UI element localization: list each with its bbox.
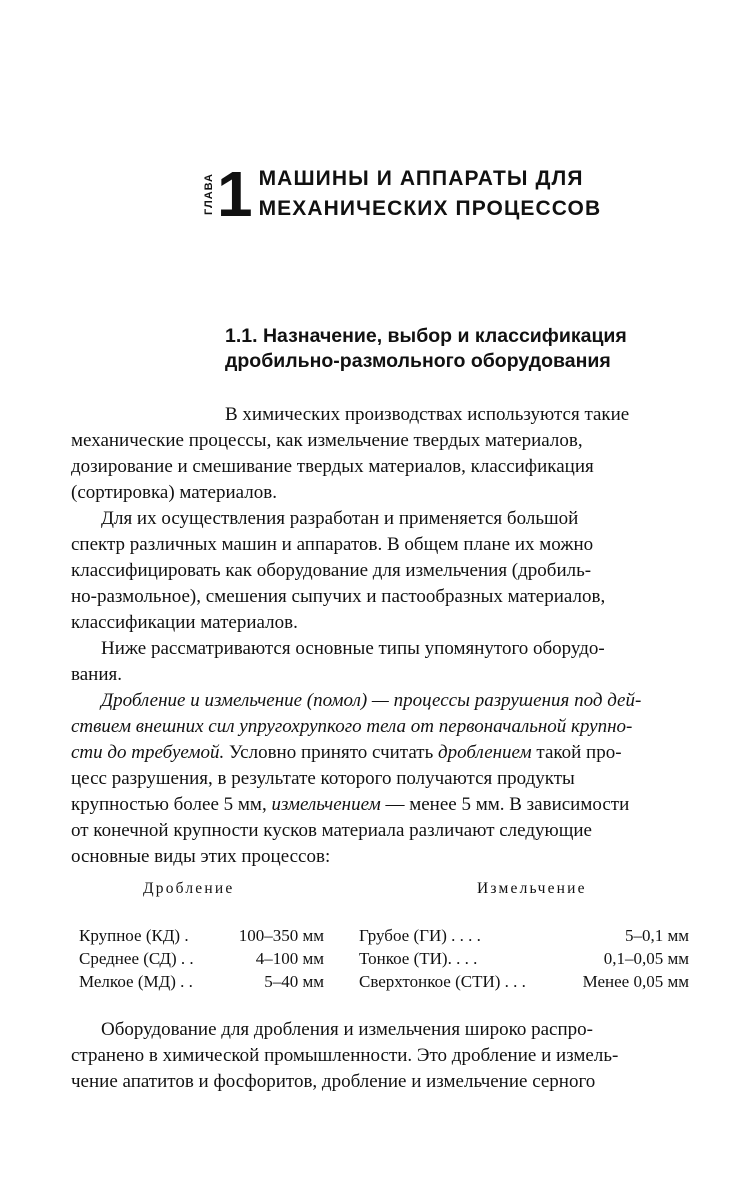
row-value: 100–350 мм	[238, 926, 324, 945]
text-line: вания.	[71, 664, 122, 685]
term-text: измельчением	[271, 794, 381, 815]
chapter-title	[259, 164, 602, 224]
table-row	[359, 947, 689, 970]
definition-text: сти до требуемой.	[71, 742, 225, 763]
chapter-title-line: МАШИНЫ И АППАРАТЫ ДЛЯ	[258, 167, 584, 190]
text-line: спектр различных машин и аппаратов. В общем плане их можно	[71, 534, 594, 555]
row-value: 4–100 мм	[255, 949, 324, 968]
text-line: Для их осуществления разработан и применяется большой	[101, 508, 579, 529]
text-line: механические процессы, как измельчение твердых материалов,	[71, 430, 583, 451]
grinding-column	[359, 880, 689, 993]
definition-text: ствием внешних сил упругохрупкого тела от первоначальной крупно-	[71, 716, 633, 737]
table-row	[79, 947, 324, 970]
chapter-label: ГЛАВА	[203, 173, 215, 215]
row-value: 5–40 мм	[264, 972, 324, 991]
chapter-title-line: МЕХАНИЧЕСКИХ ПРОЦЕССОВ	[258, 197, 602, 220]
row-label: Среднее (СД) . .	[79, 949, 194, 968]
classification-table	[79, 880, 689, 993]
row-label: Грубое (ГИ) . . . .	[359, 926, 481, 945]
crushing-header: Дробление	[143, 880, 235, 897]
section-title-line: 1.1. Назначение, выбор и классификация	[225, 325, 627, 347]
chapter-heading	[203, 158, 602, 230]
text-span: такой про-	[531, 742, 622, 763]
table-row	[79, 924, 324, 947]
text-line: но-размольное), смешения сыпучих и пастообразных материалов,	[71, 586, 606, 607]
text-line	[71, 714, 689, 740]
table-row	[359, 970, 689, 993]
body-text-bottom	[71, 1017, 689, 1095]
text-line: классифицировать как оборудование для измельчения (дробиль-	[71, 560, 592, 581]
text-line: (сортировка) материалов.	[71, 482, 277, 503]
text-line: цесс разрушения, в результате которого получаются продукты	[71, 768, 575, 789]
row-label: Сверхтонкое (СТИ) . . .	[359, 972, 526, 991]
row-label: Тонкое (ТИ). . . .	[359, 949, 478, 968]
text-line: чение апатитов и фосфоритов, дробление и измельчение серного	[71, 1071, 596, 1092]
section-title-line: дробильно-размольного оборудования	[225, 350, 611, 372]
term-text: дроблением	[438, 742, 532, 763]
text-line: странено в химической промышленности. Это дробление и измель-	[71, 1045, 619, 1066]
row-value: 0,1–0,05 мм	[603, 949, 689, 968]
text-line	[71, 688, 689, 714]
text-line	[71, 740, 689, 766]
text-line: от конечной крупности кусков материала различают следующие	[71, 820, 592, 841]
text-line: классификации материалов.	[71, 612, 298, 633]
text-span: крупностью более 5 мм,	[71, 794, 272, 815]
row-value: Менее 0,05 мм	[582, 972, 689, 991]
definition-text: Дробление и измельчение (помол) — процессы разрушения под дей-	[101, 690, 642, 711]
text-span: — менее 5 мм. В зависимости	[380, 794, 630, 815]
row-label: Крупное (КД) .	[79, 926, 189, 945]
table-row	[79, 970, 324, 993]
grinding-header: Измельчение	[477, 880, 587, 897]
text-line	[71, 792, 689, 818]
text-line: основные виды этих процессов:	[71, 846, 331, 867]
crushing-column	[79, 880, 324, 993]
body-text	[71, 402, 689, 870]
chapter-number: 1	[217, 158, 253, 230]
text-line: Ниже рассматриваются основные типы упомянутого оборудо-	[101, 638, 605, 659]
text-line: В химических производствах используются такие	[225, 404, 630, 425]
section-title	[225, 324, 627, 374]
text-span: Условно принято считать	[224, 742, 438, 763]
text-line: дозирование и смешивание твердых материалов, классификация	[71, 456, 594, 477]
text-line: Оборудование для дробления и измельчения широко распро-	[101, 1019, 593, 1040]
row-label: Мелкое (МД) . .	[79, 972, 193, 991]
row-value: 5–0,1 мм	[624, 926, 689, 945]
table-row	[359, 924, 689, 947]
